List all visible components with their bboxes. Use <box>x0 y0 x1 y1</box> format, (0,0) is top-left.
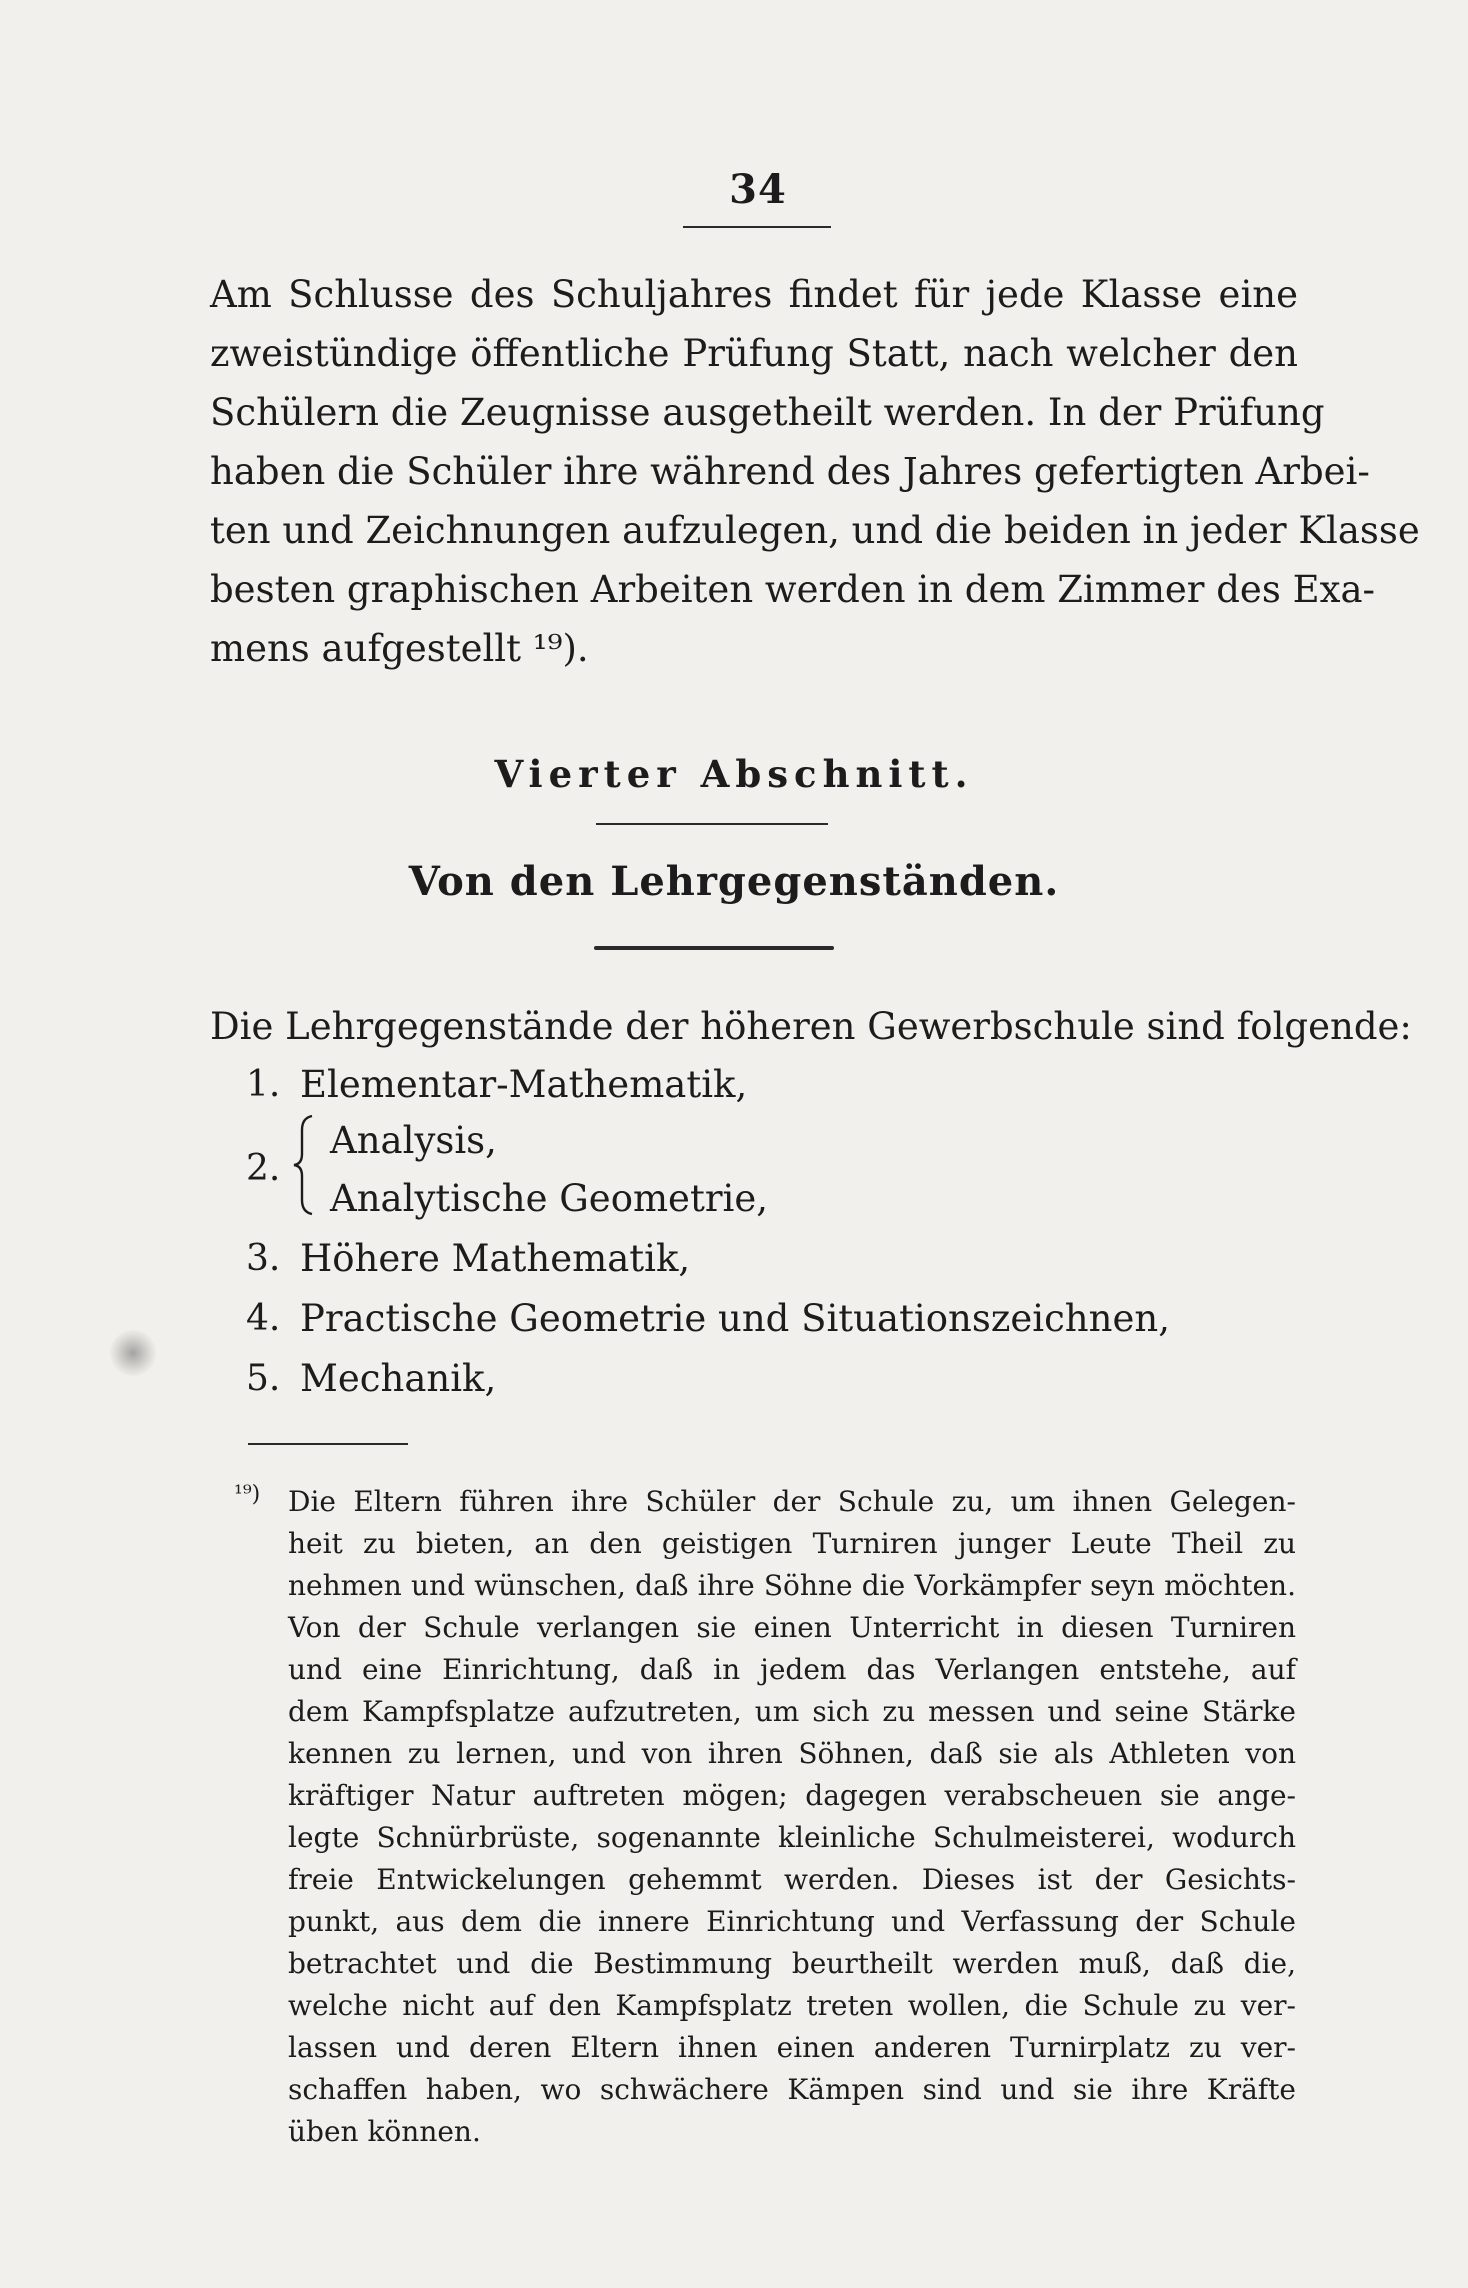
page-number: 34 <box>729 166 787 213</box>
footnote-line: Von der Schule verlangen sie einen Unterricht in diesen Turniren <box>288 1611 1296 1644</box>
list-item: Höhere Mathematik, <box>300 1237 691 1280</box>
subjects-intro: Die Lehrgegenstände der höheren Gewerbschule sind folgende: <box>210 1005 1412 1048</box>
paragraph-line: besten graphischen Arbeiten werden in dem Zimmer des Exa- <box>210 568 1376 611</box>
footnote-line: freie Entwickelungen gehemmt werden. Dieses ist der Gesichts- <box>288 1863 1296 1896</box>
list-item: Analysis, <box>330 1119 497 1162</box>
footnote-line: nehmen und wünschen, daß ihre Söhne die Vorkämpfer seyn möchten. <box>288 1569 1296 1602</box>
item-number: 1. <box>246 1064 281 1105</box>
paragraph-line: zweistündige öffentliche Prüfung Statt, nach welcher den <box>210 332 1298 375</box>
paragraph-line: Schülern die Zeugnisse ausgetheilt werden. In der Prüfung <box>210 391 1325 434</box>
footnote-line: Die Eltern führen ihre Schüler der Schule zu, um ihnen Gelegen- <box>288 1485 1296 1518</box>
paragraph-line: haben die Schüler ihre während des Jahres gefertigten Arbei- <box>210 450 1370 493</box>
list-item: Analytische Geometrie, <box>330 1177 769 1220</box>
list-item: Practische Geometrie und Situationszeichnen, <box>300 1297 1170 1340</box>
footnote-line: heit zu bieten, an den geistigen Turniren junger Leute Theil zu <box>288 1527 1296 1560</box>
paragraph-line: mens aufgestellt ¹⁹). <box>210 627 589 670</box>
footnote-marker: ¹⁹) <box>234 1482 261 1507</box>
ink-smudge <box>110 1330 156 1376</box>
list-item: Elementar-Mathematik, <box>300 1063 748 1106</box>
paragraph-line: ten und Zeichnungen aufzulegen, und die beiden in jeder Klasse <box>210 509 1420 552</box>
footnote-line: üben können. <box>288 2115 481 2148</box>
curly-brace <box>290 1114 318 1216</box>
title-rule <box>594 946 834 950</box>
footnote-line: betrachtet und die Bestimmung beurtheilt werden muß, daß die, <box>288 1947 1296 1980</box>
footnote-rule <box>248 1443 408 1445</box>
footnote-line: und eine Einrichtung, daß in jedem das Verlangen entstehe, auf <box>288 1653 1296 1686</box>
section-title: Von den Lehrgegenständen. <box>408 858 1060 905</box>
footnote-line: punkt, aus dem die innere Einrichtung und Verfassung der Schule <box>288 1905 1296 1938</box>
footnote-line: kennen zu lernen, und von ihren Söhnen, daß sie als Athleten von <box>288 1737 1296 1770</box>
item-number: 4. <box>246 1298 281 1339</box>
footnote-line: kräftiger Natur auftreten mögen; dagegen verabscheuen sie ange- <box>288 1779 1296 1812</box>
list-item: Mechanik, <box>300 1357 497 1400</box>
footnote-line: schaffen haben, wo schwächere Kämpen sind und sie ihre Kräfte <box>288 2073 1296 2106</box>
footnote-line: welche nicht auf den Kampfsplatz treten wollen, die Schule zu ver- <box>288 1989 1296 2022</box>
item-number: 3. <box>246 1238 281 1279</box>
footnote-line: lassen und deren Eltern ihnen einen anderen Turnirplatz zu ver- <box>288 2031 1296 2064</box>
paragraph-line: Am Schlusse des Schuljahres findet für jede Klasse eine <box>210 273 1298 316</box>
item-number: 2. <box>246 1148 281 1189</box>
footnote-line: legte Schnürbrüste, sogenannte kleinliche Schulmeisterei, wodurch <box>288 1821 1296 1854</box>
item-number: 5. <box>246 1358 281 1399</box>
section-heading: Vierter Abschnitt. <box>494 752 974 796</box>
section-rule <box>596 823 828 825</box>
header-rule <box>683 226 831 228</box>
footnote-line: dem Kampfsplatze aufzutreten, um sich zu messen und seine Stärke <box>288 1695 1296 1728</box>
